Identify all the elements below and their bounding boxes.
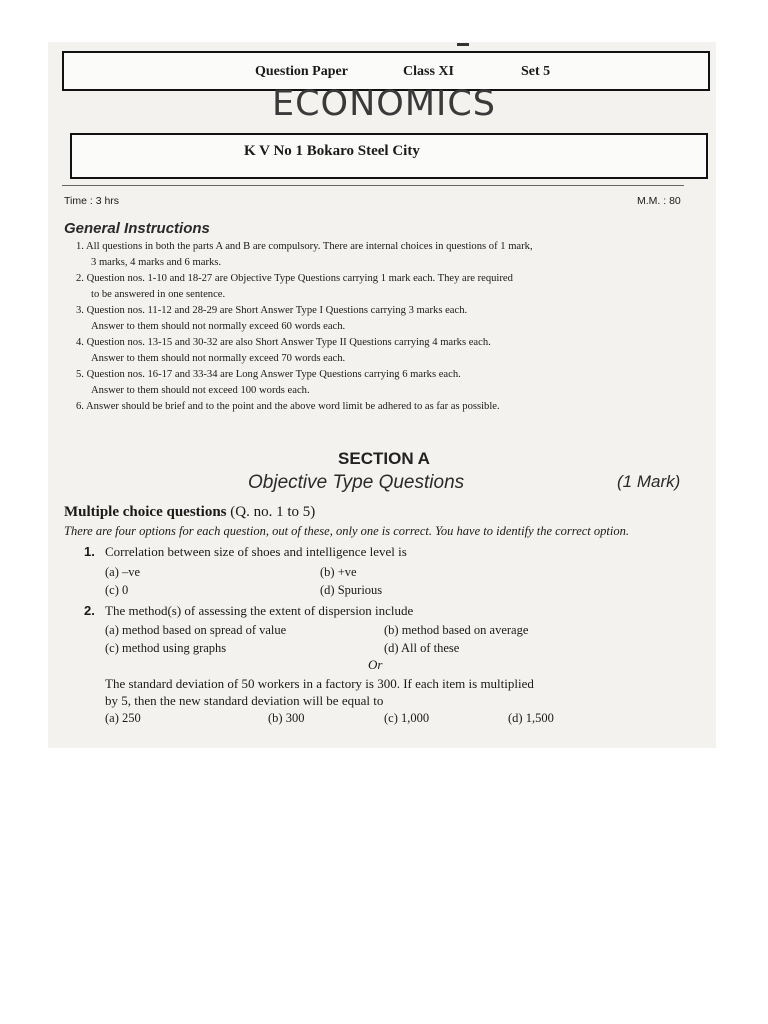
max-marks: M.M. : 80 [637,195,681,207]
instructions-list [76,239,676,415]
instruction-item: 6. Answer should be brief and to the point and the above word limit be adhered to as far as possible. [76,401,500,412]
set-label: Set 5 [521,64,551,79]
mcq-range: (Q. no. 1 to 5) [230,504,316,520]
option-c: (c) method using graphs [105,641,227,655]
instruction-item: 3. Question nos. 11-12 and 28-29 are Short Answer Type I Questions carrying 3 marks each. Answer to them should not normally exceed 60 words each. [76,305,468,332]
mcq-title: Multiple choice questions [64,504,227,520]
question-text: Correlation between size of shoes and intelligence level is [105,544,407,559]
mcq-heading [64,504,315,521]
option-a: (a) –ve [105,565,141,579]
option-d: (d) Spurious [320,583,383,597]
alt-option-b: (b) 300 [268,711,305,725]
question-number: 2. [84,603,95,618]
option-b: (b) method based on average [384,623,529,637]
alt-question-text: The standard deviation of 50 workers in a factory is 300. If each item is multiplied [105,676,534,691]
divider [62,185,684,186]
section-subtitle: Objective Type Questions [248,472,465,493]
alt-option-d: (d) 1,500 [508,711,554,725]
time-allowed: Time : 3 hrs [64,195,120,207]
school-box [70,133,708,179]
section-title: SECTION A [338,449,430,468]
scan-mark [457,43,469,46]
question-text: The method(s) of assessing the extent of dispersion include [105,603,414,618]
option-c: (c) 0 [105,583,129,597]
instruction-item: 2. Question nos. 1-10 and 18-27 are Objective Type Questions carrying 1 mark each. They are required to be answered in one sentence. [76,273,513,300]
mcq-note: There are four options for each question, out of these, only one is correct. You have to identify the correct option. [64,524,629,538]
school-name: K V No 1 Bokaro Steel City [244,143,420,159]
option-b: (b) +ve [320,565,357,579]
question-number: 1. [84,544,95,559]
paper-label: Question Paper [255,64,348,79]
alt-option-c: (c) 1,000 [384,711,430,725]
instruction-item: 4. Question nos. 13-15 and 30-32 are also Short Answer Type II Questions carrying 4 marks each. Answer to them should not normally exceed 70 words each. [76,337,491,364]
instruction-item: 5. Question nos. 16-17 and 33-34 are Long Answer Type Questions carrying 6 marks each. Answer to them should not exceed 100 words each. [76,369,461,396]
option-a: (a) method based on spread of value [105,623,287,637]
subject-title: ECONOMICS [271,84,496,124]
instruction-item: 1. All questions in both the parts A and B are compulsory. There are internal choices in questions of 1 mark, 3 marks, 4 marks and 6 marks. [76,241,533,268]
section-marks: (1 Mark) [617,472,681,491]
or-separator: Or [368,657,383,672]
alt-option-a: (a) 250 [105,711,141,725]
alt-question-text: by 5, then the new standard deviation will be equal to [105,693,384,708]
option-d: (d) All of these [384,641,460,655]
instructions-title: General Instructions [64,220,210,237]
class-label: Class XI [403,64,454,79]
